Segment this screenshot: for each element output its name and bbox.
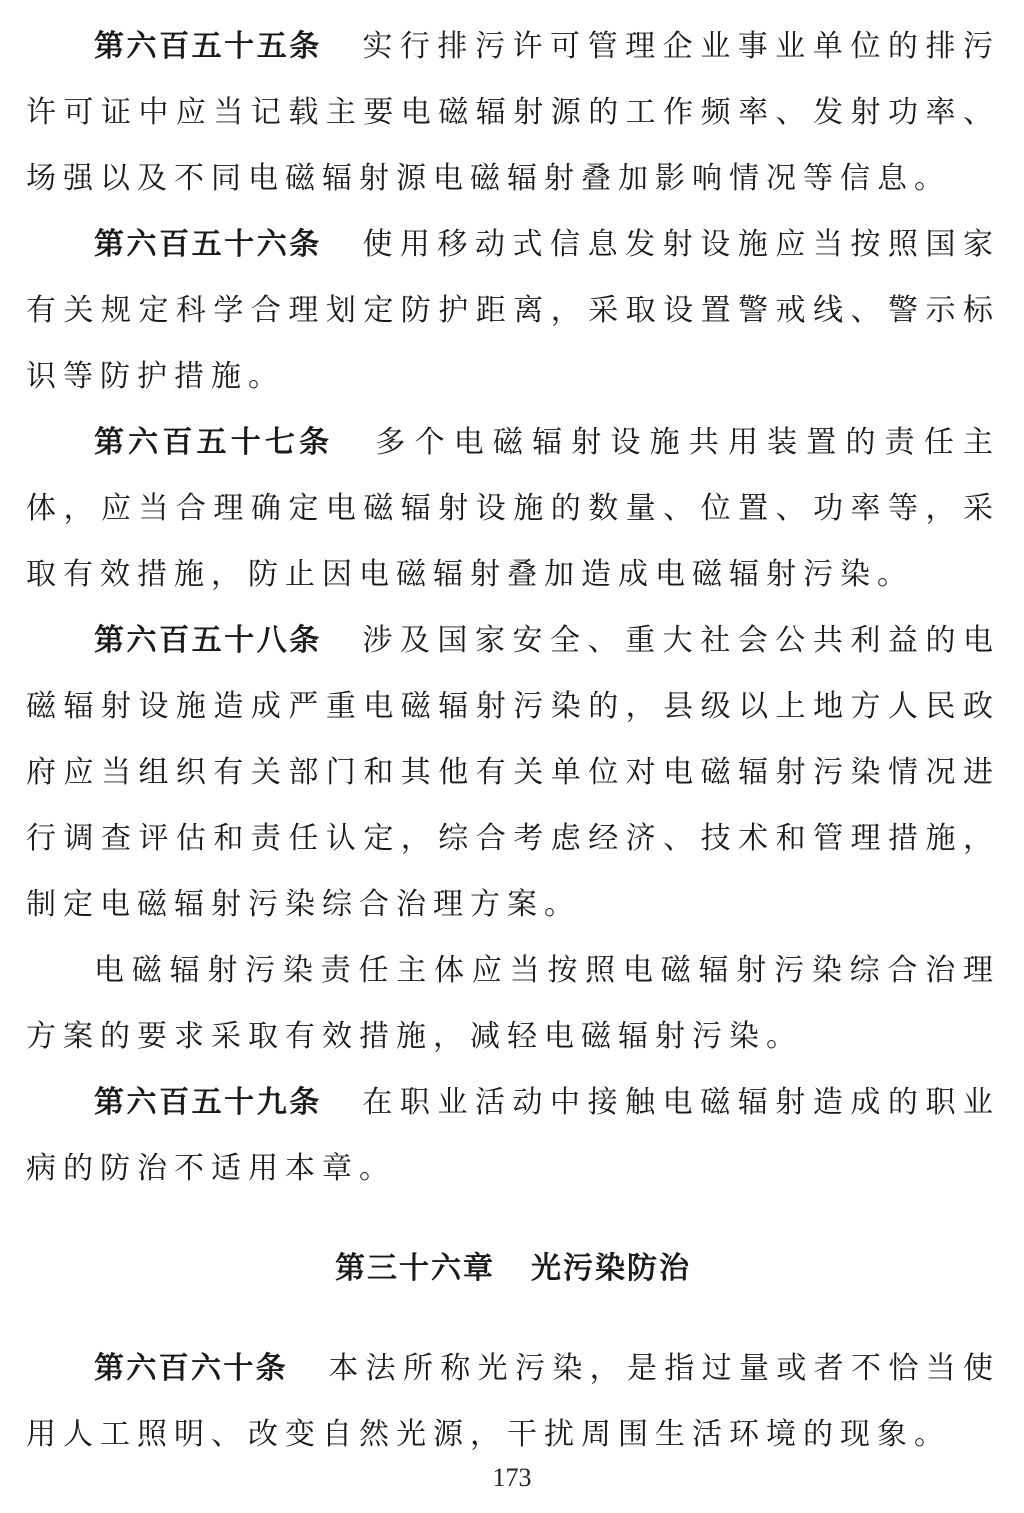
- article-number: 第六百五十七条: [94, 425, 334, 460]
- article-number: 第六百五十六条: [94, 227, 322, 262]
- article-number: 第六百五十五条: [94, 29, 322, 64]
- article-658: [26, 608, 1000, 938]
- article-number: 第六百五十八条: [94, 623, 322, 658]
- article-657: [26, 410, 1000, 608]
- article-659: [26, 1070, 1000, 1202]
- page-body: [26, 14, 1000, 1468]
- chapter-heading: [26, 1236, 1000, 1302]
- article-text: 多个电磁辐射设施共用装置的责任主体，应当合理确定电磁辐射设施的数量、位置、功率等，采取有效措施，防止因电磁辐射叠加造成电磁辐射污染。: [26, 425, 1001, 592]
- article-text: 在职业活动中接触电磁辐射造成的职业病的防治不适用本章。: [26, 1085, 1001, 1186]
- article-number: 第六百六十条: [94, 1351, 288, 1386]
- article-text: 本法所称光污染，是指过量或者不恰当使用人工照明、改变自然光源，干扰周围生活环境的现象。: [26, 1351, 1000, 1452]
- article-text: 涉及国家安全、重大社会公共利益的电磁辐射设施造成严重电磁辐射污染的，县级以上地方人民政府应当组织有关部门和其他有关单位对电磁辐射污染情况进行调查评估和责任认定，综合考虑经济、技术和管理措施，制定电磁辐射污染综合治理方案。: [26, 623, 1001, 922]
- article-660: [26, 1336, 1000, 1468]
- article-text: 使用移动式信息发射设施应当按照国家有关规定科学合理划定防护距离，采取设置警戒线、警示标识等防护措施。: [26, 227, 1001, 394]
- chapter-number: 第三十六章: [335, 1251, 495, 1286]
- page-number: 173: [492, 1463, 532, 1492]
- article-text: 实行排污许可管理企业事业单位的排污许可证中应当记载主要电磁辐射源的工作频率、发射功率、场强以及不同电磁辐射源电磁辐射叠加影响情况等信息。: [26, 29, 1001, 196]
- article-number: 第六百五十九条: [94, 1085, 322, 1120]
- article-658-paragraph-2: 电磁辐射污染责任主体应当按照电磁辐射污染综合治理方案的要求采取有效措施，减轻电磁辐射污染。: [26, 953, 1000, 1054]
- article-655: [26, 14, 1000, 212]
- article-656: [26, 212, 1000, 410]
- chapter-title: 光污染防治: [531, 1251, 691, 1286]
